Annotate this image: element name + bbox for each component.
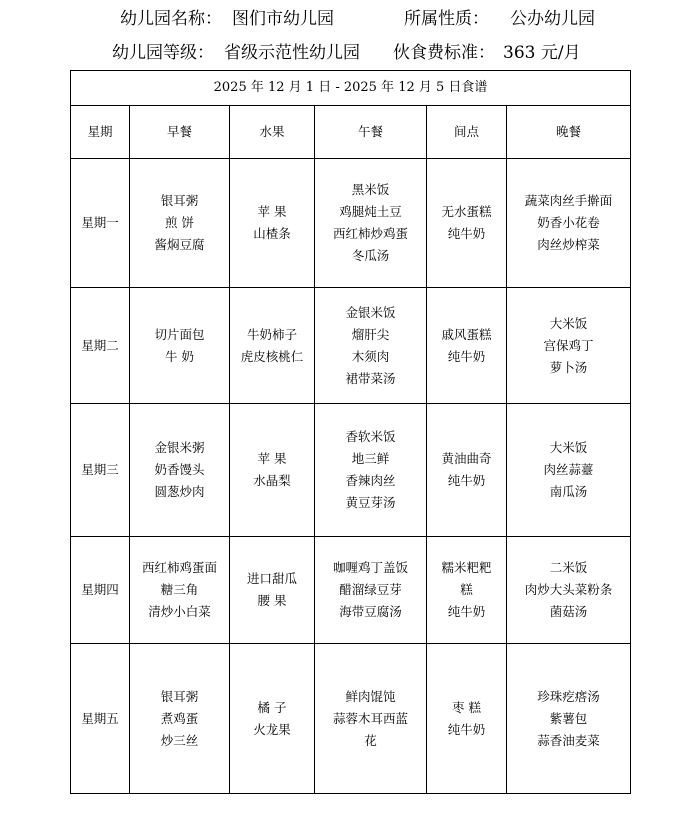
fruit-cell <box>230 644 315 794</box>
dish-item: 黑米饭 <box>351 182 390 197</box>
dish-item: 牛奶柿子 <box>246 326 297 342</box>
fruit-cell <box>230 288 315 404</box>
dish-item: 枣 糕 <box>452 699 481 715</box>
dish-item: 切片面包 <box>154 326 205 342</box>
column-header-lunch: 午餐 <box>315 106 427 159</box>
ownership-type-label: 所属性质： <box>404 9 489 29</box>
breakfast-cell <box>130 288 230 404</box>
weekday-cell: 星期三 <box>71 404 130 537</box>
dish-item: 蒜香油麦菜 <box>537 732 600 748</box>
day-row <box>71 537 631 644</box>
dish-item: 香辣肉丝 <box>345 473 396 488</box>
snack-cell <box>427 159 507 288</box>
meal-fee-label: 伙食费标准： <box>393 43 495 63</box>
dish-item: 无水蛋糕 <box>441 204 492 219</box>
dish-item: 大米饭 <box>549 315 588 331</box>
dish-item: 咖喱鸡丁盖饭 <box>332 560 408 575</box>
dish-item: 苹 果 <box>257 451 287 466</box>
dish-item: 南瓜汤 <box>549 484 588 499</box>
day-row <box>71 288 631 404</box>
dish-item: 肉丝炒榨菜 <box>537 237 600 252</box>
lunch-cell <box>315 404 427 537</box>
weekday-cell: 星期二 <box>71 288 130 404</box>
dish-item: 牛 奶 <box>165 348 194 364</box>
snack-cell <box>427 644 507 794</box>
breakfast-cell <box>130 159 230 288</box>
dish-item: 香软米饭 <box>345 429 396 444</box>
ownership-type-value: 公办幼儿园 <box>510 9 595 29</box>
dish-item: 裙带菜汤 <box>345 370 396 386</box>
dish-item: 糖三角 <box>160 582 199 597</box>
dish-item: 木须肉 <box>351 348 390 364</box>
dish-item: 黄油曲奇 <box>441 451 492 466</box>
dish-item: 戚风蛋糕 <box>441 326 492 342</box>
day-row <box>71 404 631 537</box>
dish-item: 冬瓜汤 <box>351 248 390 263</box>
kindergarten-name-label: 幼儿园名称： <box>120 9 222 29</box>
dish-item: 西红柿炒鸡蛋 <box>332 226 408 241</box>
column-header-row <box>71 106 631 159</box>
dinner-cell <box>507 288 631 404</box>
dish-item: 金银米粥 <box>154 440 205 455</box>
fruit-cell <box>230 404 315 537</box>
dish-item: 圆葱炒肉 <box>154 484 205 499</box>
dish-item: 炒三丝 <box>160 732 199 748</box>
dish-item: 肉炒大头菜粉条 <box>524 582 613 597</box>
day-row <box>71 644 631 794</box>
snack-cell <box>427 404 507 537</box>
fruit-cell <box>230 159 315 288</box>
dinner-cell <box>507 537 631 644</box>
dish-item: 银耳粥 <box>160 688 199 704</box>
dish-item: 珍珠疙瘩汤 <box>537 688 600 704</box>
dish-item: 橘 子 <box>257 699 287 715</box>
dish-item: 苹 果 <box>257 204 287 219</box>
dish-item: 花 <box>364 732 377 748</box>
lunch-cell <box>315 644 427 794</box>
dish-item: 二米饭 <box>549 560 588 575</box>
dish-item: 宫保鸡丁 <box>543 337 594 353</box>
dish-item: 肉丝蒜薹 <box>543 462 594 477</box>
dish-item: 纯牛奶 <box>447 721 486 737</box>
kindergarten-level-value: 省级示范性幼儿园 <box>224 43 360 63</box>
dish-item: 西红柿鸡蛋面 <box>141 560 217 575</box>
dish-item: 糯米粑粑 <box>441 560 492 575</box>
dish-item: 纯牛奶 <box>447 226 486 241</box>
menu-body <box>71 159 631 794</box>
dish-item: 清炒小白菜 <box>148 604 211 619</box>
dish-item: 进口甜瓜 <box>246 571 297 586</box>
breakfast-cell <box>130 404 230 537</box>
weekday-cell: 星期一 <box>71 159 130 288</box>
menu-title: 2025 年 12 月 1 日 - 2025 年 12 月 5 日食谱 <box>71 71 631 106</box>
dish-item: 蒜蓉木耳西蓝 <box>332 710 408 726</box>
breakfast-cell <box>130 644 230 794</box>
dish-item: 地三鲜 <box>351 451 390 466</box>
dish-item: 糕 <box>460 582 473 597</box>
weekday-cell: 星期五 <box>71 644 130 794</box>
dish-item: 煮鸡蛋 <box>160 710 199 726</box>
dish-item: 金银米饭 <box>345 304 396 320</box>
lunch-cell <box>315 159 427 288</box>
breakfast-cell <box>130 537 230 644</box>
dish-item: 纯牛奶 <box>447 348 486 364</box>
dish-item: 奶香馒头 <box>154 462 205 477</box>
dish-item: 黄豆芽汤 <box>345 495 396 510</box>
dish-item: 醋溜绿豆芽 <box>339 582 402 597</box>
dish-item: 蔬菜肉丝手擀面 <box>524 193 613 208</box>
dinner-cell <box>507 644 631 794</box>
column-header-fruit: 水果 <box>230 106 315 159</box>
lunch-cell <box>315 288 427 404</box>
dish-item: 山楂条 <box>253 226 291 241</box>
dish-item: 大米饭 <box>549 440 588 455</box>
dish-item: 熘肝尖 <box>351 326 390 342</box>
snack-cell <box>427 537 507 644</box>
dish-item: 水晶梨 <box>253 473 291 488</box>
kindergarten-level-label: 幼儿园等级： <box>112 43 214 63</box>
column-header-snack: 间点 <box>427 106 507 159</box>
day-row <box>71 159 631 288</box>
dinner-cell <box>507 159 631 288</box>
weekday-cell: 星期四 <box>71 537 130 644</box>
meal-fee-value: 363 元/月 <box>503 43 581 63</box>
dish-item: 萝卜汤 <box>549 359 588 375</box>
dish-item: 虎皮核桃仁 <box>240 348 304 364</box>
kindergarten-name-value: 图们市幼儿园 <box>232 9 334 29</box>
dish-item: 火龙果 <box>253 721 291 737</box>
dish-item: 紫薯包 <box>549 710 588 726</box>
dish-item: 腰 果 <box>257 593 287 608</box>
dish-item: 鲜肉馄饨 <box>345 688 396 704</box>
dish-item: 煎 饼 <box>165 215 194 230</box>
dish-item: 酱焖豆腐 <box>154 237 205 252</box>
dish-item: 纯牛奶 <box>447 604 486 619</box>
dish-item: 纯牛奶 <box>447 473 486 488</box>
snack-cell <box>427 288 507 404</box>
dish-item: 银耳粥 <box>160 193 199 208</box>
fruit-cell <box>230 537 315 644</box>
dish-item: 菌菇汤 <box>549 604 588 619</box>
dish-item: 奶香小花卷 <box>537 215 600 230</box>
column-header-dinner: 晚餐 <box>507 106 631 159</box>
lunch-cell <box>315 537 427 644</box>
column-header-breakfast: 早餐 <box>130 106 230 159</box>
dish-item: 海带豆腐汤 <box>339 604 402 619</box>
dinner-cell <box>507 404 631 537</box>
column-header-weekday: 星期 <box>71 106 130 159</box>
weekly-menu-table <box>70 70 631 794</box>
dish-item: 鸡腿炖土豆 <box>339 204 402 219</box>
